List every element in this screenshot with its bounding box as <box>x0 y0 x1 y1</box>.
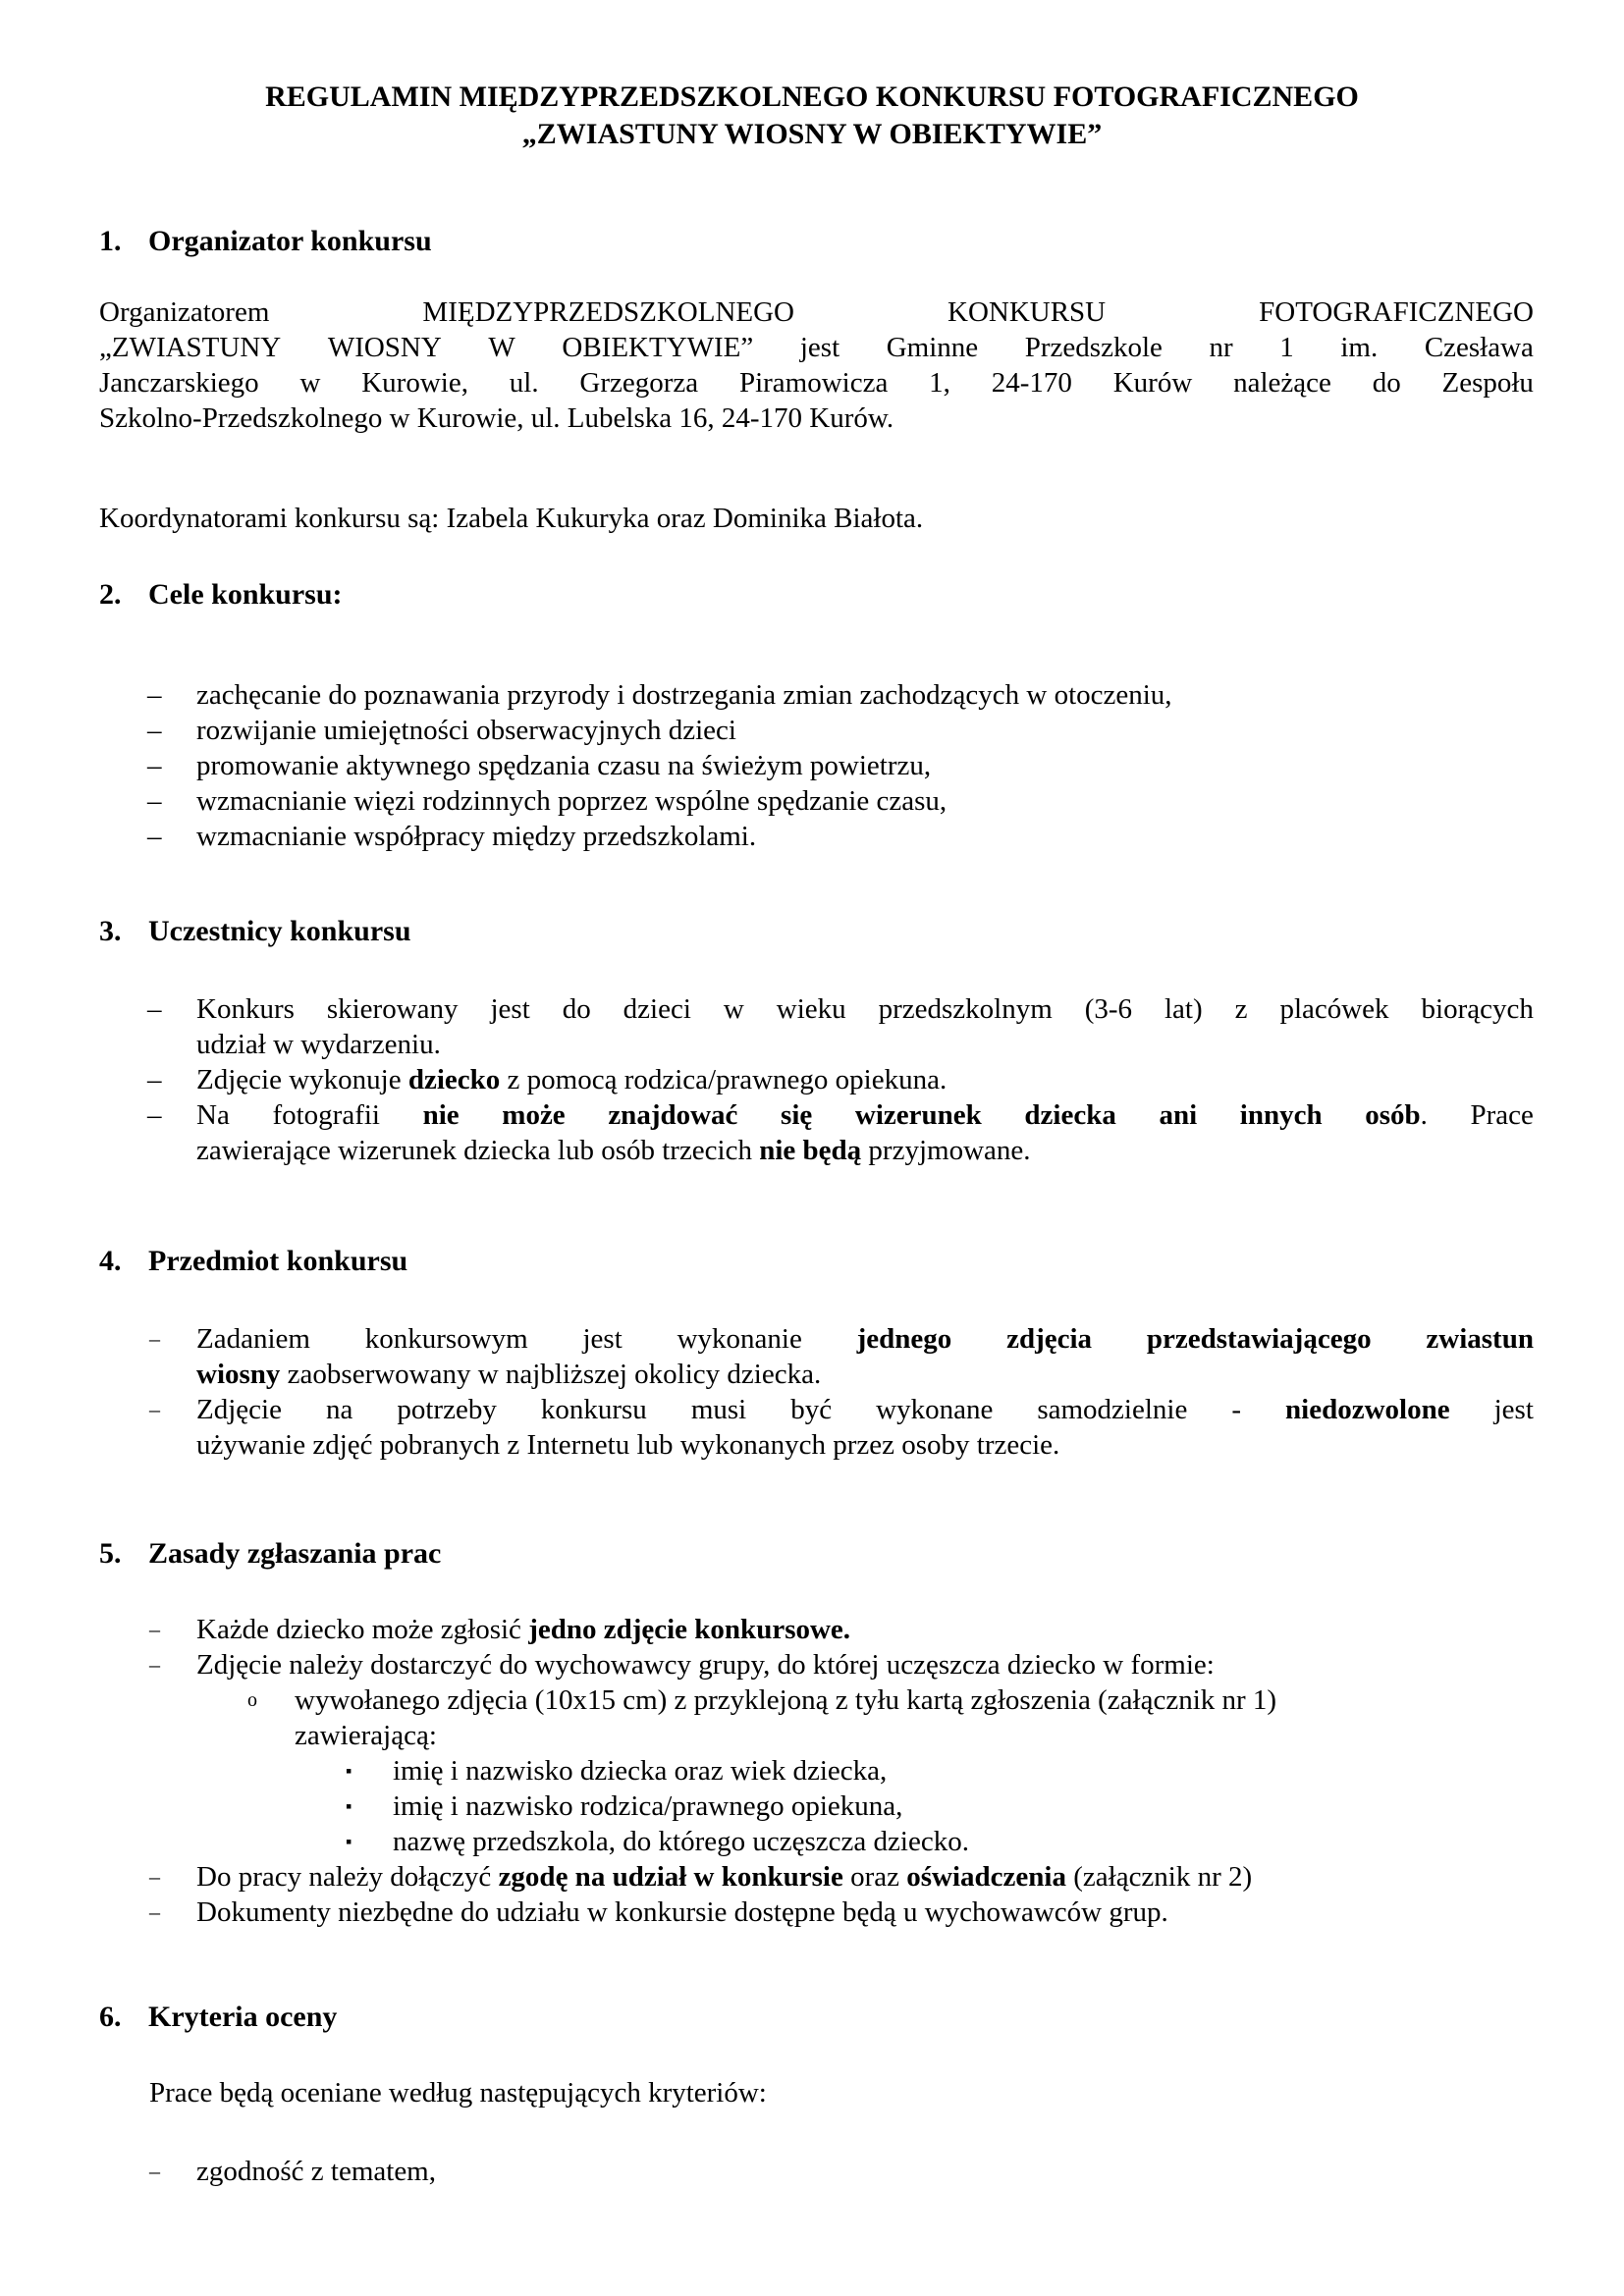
word: konkursu <box>540 1394 647 1425</box>
bold-text: zgodę na udział w konkursie <box>498 1861 843 1893</box>
word: przedszkolnym <box>878 993 1053 1025</box>
rules-item-4: Dokumenty niezbędne do udziału w konkursie dostępne będą u wychowawców grup. <box>196 1896 1168 1928</box>
text: Do pracy należy dołączyć <box>196 1861 499 1893</box>
section-1-heading <box>99 223 432 260</box>
punctuation: . <box>1420 1099 1428 1131</box>
dash-bullet-icon: – <box>147 993 162 1025</box>
dash-bullet-icon: – <box>149 1617 160 1641</box>
rules-item-2: Zdjęcie należy dostarczyć do wychowawcy grupy, do której uczęszcza dziecko w formie: <box>196 1649 1215 1681</box>
word: w <box>299 367 321 399</box>
card-field-item: imię i nazwisko rodzica/prawnego opiekuna, <box>393 1790 903 1822</box>
dash-bullet-icon: – <box>149 1652 160 1677</box>
word: skierowany <box>326 993 459 1025</box>
section-2-heading <box>99 576 343 614</box>
square-bullet-icon: ▪ <box>346 1796 352 1816</box>
word: w <box>723 993 744 1025</box>
dash-bullet-icon: – <box>149 2159 160 2183</box>
circle-bullet-icon: o <box>247 1689 257 1711</box>
dash-bullet-icon: – <box>147 679 162 711</box>
word: należące <box>1233 367 1331 399</box>
word: W <box>488 332 515 363</box>
square-bullet-icon: ▪ <box>346 1832 352 1851</box>
participants-item-3-line-2 <box>196 1133 1031 1168</box>
word: jest <box>1493 1394 1534 1425</box>
participants-item-1-line-2: udział w wydarzeniu. <box>196 1029 441 1060</box>
word: MIĘDZYPRZEDSZKOLNEGO <box>422 296 794 328</box>
word: na <box>325 1394 353 1425</box>
participants-item-1-line-1 <box>196 991 1534 1027</box>
word-group <box>1365 1097 1428 1133</box>
rules-item-1 <box>196 1612 850 1647</box>
word: jest <box>582 1323 623 1355</box>
bold-text: jedno zdjęcie konkursowe. <box>528 1614 851 1645</box>
bold-word: może <box>502 1099 566 1131</box>
dash-bullet-icon: – <box>147 821 162 852</box>
text: zaobserwowany w najbliższej okolicy dziecka. <box>280 1359 822 1390</box>
section-title: Zasady zgłaszania prac <box>148 1537 442 1570</box>
dash-bullet-icon: – <box>149 1899 160 1924</box>
word: Konkurs <box>196 993 295 1025</box>
word: - <box>1231 1394 1242 1425</box>
dash-bullet-icon: – <box>149 1864 160 1889</box>
subject-item-2-line-2: używanie zdjęć pobranych z Internetu lub wykonanych przez osoby trzecie. <box>196 1429 1060 1461</box>
word: dzieci <box>623 993 691 1025</box>
word: Na <box>196 1099 230 1131</box>
word: WIOSNY <box>327 332 442 363</box>
section-title: Uczestnicy konkursu <box>148 915 411 947</box>
text: oraz <box>842 1861 907 1893</box>
criteria-intro: Prace będą oceniane według następujących kryteriów: <box>149 2077 767 2109</box>
goal-item: promowanie aktywnego spędzania czasu na świeżym powietrzu, <box>196 750 932 781</box>
bold-word: przedstawiającego <box>1146 1323 1372 1355</box>
rules-subitem-line-1: wywołanego zdjęcia (10x15 cm) z przyklejoną z tyłu kartą zgłoszenia (załącznik nr 1) <box>295 1684 1277 1716</box>
card-field-item: imię i nazwisko dziecka oraz wiek dziecka, <box>393 1755 888 1787</box>
section-title: Organizator konkursu <box>148 225 432 257</box>
word: fotografii <box>272 1099 380 1131</box>
word: Zdjęcie <box>196 1394 282 1425</box>
word: Czesława <box>1424 332 1534 363</box>
bold-word: ani <box>1159 1099 1198 1131</box>
text: zawierające wizerunek dziecka lub osób trzecich <box>196 1135 760 1166</box>
word: placówek <box>1279 993 1389 1025</box>
word: konkursowym <box>364 1323 528 1355</box>
section-4-heading <box>99 1243 407 1280</box>
word: lat) <box>1164 993 1203 1025</box>
goal-item: wzmacnianie współpracy między przedszkolami. <box>196 821 757 852</box>
section-number: 2. <box>99 578 122 611</box>
word: Grzegorza <box>579 367 699 399</box>
bold-word: wizerunek <box>854 1099 982 1131</box>
word: KONKURSU <box>947 296 1107 328</box>
word: FOTOGRAFICZNEGO <box>1259 296 1534 328</box>
word: Kurów <box>1112 367 1193 399</box>
bold-word: nie <box>422 1099 460 1131</box>
bold-word: innych <box>1239 1099 1323 1131</box>
section-title: Przedmiot konkursu <box>148 1245 408 1277</box>
participants-item-2 <box>196 1062 947 1097</box>
section-title: Kryteria oceny <box>148 2001 338 2033</box>
word: Zadaniem <box>196 1323 310 1355</box>
dash-bullet-icon: – <box>149 1397 160 1421</box>
word: Janczarskiego <box>99 367 259 399</box>
bold-word: zwiastun <box>1426 1323 1534 1355</box>
word: Organizatorem <box>99 296 270 328</box>
word: 1 <box>1279 332 1294 363</box>
word: 1, <box>929 367 950 399</box>
bold-word: dziecka <box>1024 1099 1116 1131</box>
bold-text: nie będą <box>759 1135 862 1166</box>
text: przyjmowane. <box>861 1135 1031 1166</box>
bold-word: osób <box>1365 1099 1421 1131</box>
bold-word: niedozwolone <box>1285 1394 1450 1425</box>
section-number: 6. <box>99 2001 122 2033</box>
dash-bullet-icon: – <box>147 1064 162 1095</box>
word: biorących <box>1421 993 1534 1025</box>
word: samodzielnie <box>1037 1394 1188 1425</box>
word: OBIEKTYWIE” <box>562 332 754 363</box>
card-field-item: nazwę przedszkola, do którego uczęszcza dziecko. <box>393 1826 969 1857</box>
word: (3-6 <box>1084 993 1133 1025</box>
section-5-heading <box>99 1535 441 1573</box>
document-title-line1: REGULAMIN MIĘDZYPRZEDSZKOLNEGO KONKURSU FOTOGRAFICZNEGO <box>265 80 1359 113</box>
word: „ZWIASTUNY <box>99 332 282 363</box>
goal-item: rozwijanie umiejętności obserwacyjnych dzieci <box>196 715 736 746</box>
word: wieku <box>776 993 846 1025</box>
section-number: 1. <box>99 225 122 257</box>
dash-bullet-icon: – <box>147 785 162 817</box>
word: Przedszkole <box>1024 332 1163 363</box>
word: ul. <box>509 367 539 399</box>
square-bullet-icon: ▪ <box>346 1761 352 1781</box>
word: potrzeby <box>397 1394 497 1425</box>
word: Kurowie, <box>361 367 468 399</box>
bold-word: jednego <box>856 1323 952 1355</box>
word: Zespołu <box>1441 367 1534 399</box>
word: nr <box>1209 332 1233 363</box>
participants-item-3-line-1 <box>196 1097 1534 1133</box>
bold-word: znajdować <box>608 1099 738 1131</box>
word: do <box>1372 367 1401 399</box>
goal-item: zachęcanie do poznawania przyrody i dostrzegania zmian zachodzących w otoczeniu, <box>196 679 1172 711</box>
dash-bullet-icon: – <box>147 750 162 781</box>
organizer-paragraph-line-2 <box>99 330 1534 365</box>
bold-word: zdjęcia <box>1006 1323 1093 1355</box>
word: im. <box>1340 332 1379 363</box>
word: 24-170 <box>991 367 1072 399</box>
subject-item-2-line-1 <box>196 1392 1534 1427</box>
word: jest <box>799 332 840 363</box>
criteria-item: zgodność z tematem, <box>196 2156 436 2187</box>
word: być <box>790 1394 833 1425</box>
subject-item-1-line-1 <box>196 1321 1534 1357</box>
word: Prace <box>1470 1099 1534 1131</box>
section-number: 5. <box>99 1537 122 1570</box>
bold-text: dziecko <box>407 1064 501 1095</box>
rules-item-3 <box>196 1859 1252 1895</box>
subject-item-1-line-2 <box>196 1357 821 1392</box>
word: jest <box>490 993 530 1025</box>
word: z <box>1234 993 1248 1025</box>
document-title-line2: „ZWIASTUNY WIOSNY W OBIEKTYWIE” <box>521 118 1103 150</box>
organizer-paragraph-line-4: Szkolno-Przedszkolnego w Kurowie, ul. Lubelska 16, 24-170 Kurów. <box>99 402 894 434</box>
text: Zdjęcie wykonuje <box>196 1064 408 1095</box>
section-3-heading <box>99 913 411 950</box>
rules-subitem-line-2: zawierającą: <box>295 1720 437 1751</box>
text: z pomocą rodzica/prawnego opiekuna. <box>500 1064 947 1095</box>
text: (załącznik nr 2) <box>1065 1861 1253 1893</box>
word: do <box>562 993 591 1025</box>
word: musi <box>690 1394 747 1425</box>
goal-item: wzmacnianie więzi rodzinnych poprzez wspólne spędzanie czasu, <box>196 785 947 817</box>
bold-word: się <box>781 1099 813 1131</box>
coordinators-text: Koordynatorami konkursu są: Izabela Kukuryka oraz Dominika Białota. <box>99 503 924 534</box>
dash-bullet-icon: – <box>147 715 162 746</box>
bold-text: wiosny <box>196 1359 281 1390</box>
dash-bullet-icon: – <box>149 1326 160 1351</box>
organizer-paragraph-line-3 <box>99 365 1534 400</box>
text: Każde dziecko może zgłosić <box>196 1614 529 1645</box>
word: Piramowicza <box>738 367 889 399</box>
word: wykonanie <box>677 1323 802 1355</box>
section-6-heading <box>99 1999 337 2036</box>
bold-text: oświadczenia <box>906 1861 1066 1893</box>
section-title: Cele konkursu: <box>148 578 343 611</box>
section-number: 3. <box>99 915 122 947</box>
word: wykonane <box>876 1394 994 1425</box>
section-number: 4. <box>99 1245 122 1277</box>
dash-bullet-icon: – <box>147 1099 162 1131</box>
organizer-paragraph-line-1 <box>99 294 1534 330</box>
word: Gminne <box>886 332 979 363</box>
